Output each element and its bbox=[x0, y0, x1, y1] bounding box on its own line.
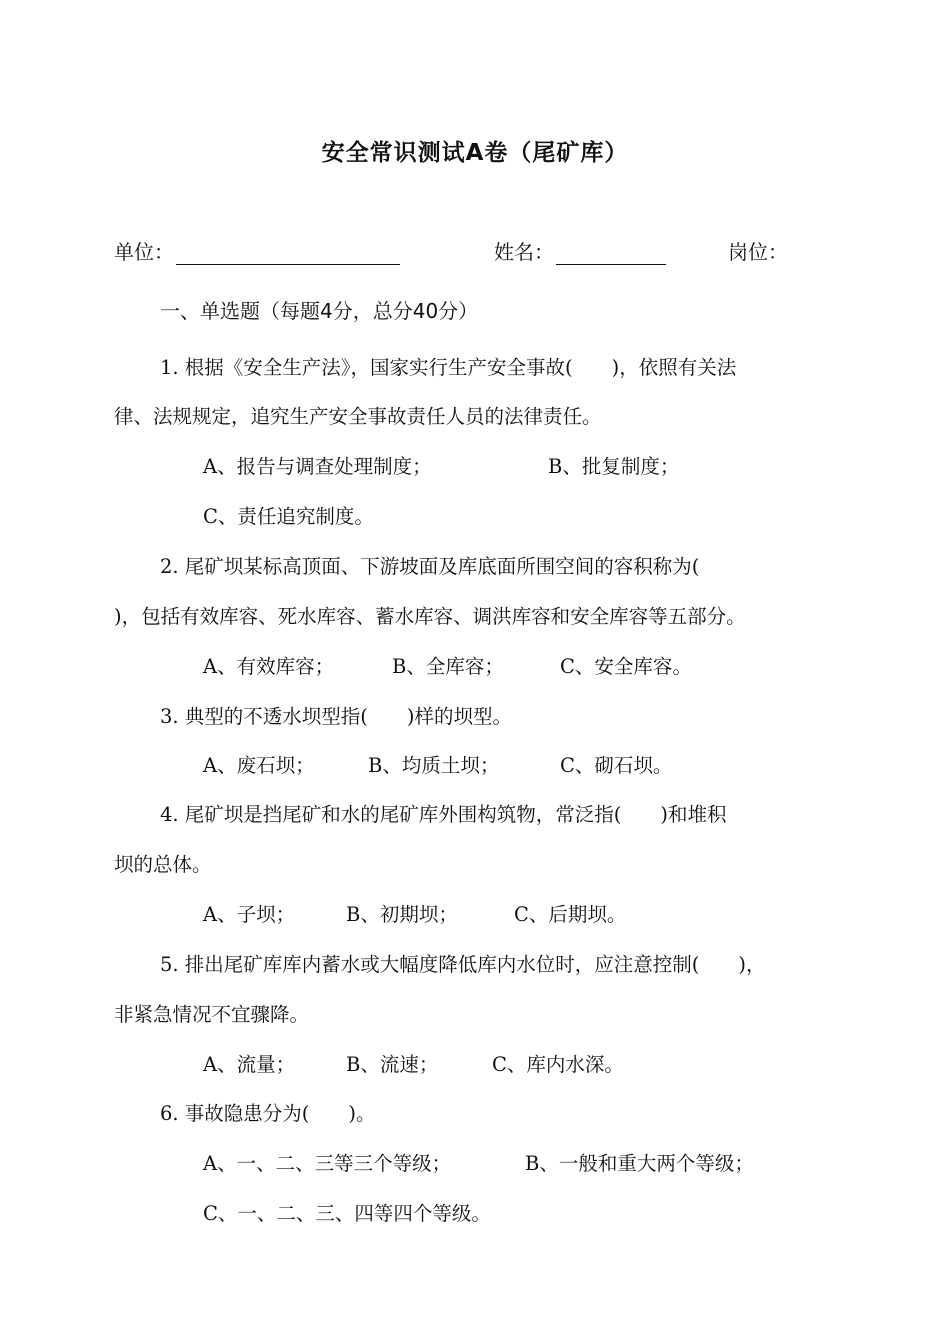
unit-blank[interactable] bbox=[176, 242, 400, 265]
name-field bbox=[494, 236, 666, 265]
name-label: 姓名： bbox=[494, 240, 554, 264]
question-2-option-b[interactable]: B、全库容； bbox=[392, 655, 504, 678]
question-5-line-1: 5. 排出尾矿库库内蓄水或大幅度降低库内水位时，应注意控制( )， bbox=[160, 953, 766, 976]
question-2-line-1: 2. 尾矿坝某标高顶面、下游坡面及库底面所围空间的容积称为( bbox=[160, 555, 700, 578]
question-5-option-a[interactable]: A、流量； bbox=[203, 1053, 296, 1076]
question-4-line-2: 坝的总体。 bbox=[114, 853, 212, 876]
question-5-option-b[interactable]: B、流速； bbox=[346, 1053, 439, 1076]
question-3-option-a[interactable]: A、废石坝； bbox=[203, 754, 315, 777]
unit-field bbox=[114, 236, 400, 265]
question-4-option-c[interactable]: C、后期坝。 bbox=[514, 903, 627, 926]
page-title: 安全常识测试A卷（尾矿库） bbox=[321, 140, 629, 166]
post-field bbox=[728, 236, 788, 265]
unit-label: 单位： bbox=[114, 240, 174, 264]
question-2-line-2: )，包括有效库容、死水库容、蓄水库容、调洪库容和安全库容等五部分。 bbox=[114, 605, 746, 628]
question-4-option-a[interactable]: A、子坝； bbox=[203, 903, 296, 926]
question-3-option-c[interactable]: C、砌石坝。 bbox=[560, 754, 673, 777]
question-6-option-c[interactable]: C、一、二、三、四等四个等级。 bbox=[203, 1202, 491, 1225]
question-1-option-b[interactable]: B、批复制度； bbox=[548, 455, 680, 478]
question-6-option-a[interactable]: A、一、二、三等三个等级； bbox=[203, 1152, 452, 1175]
question-6-line-1: 6. 事故隐患分为( )。 bbox=[160, 1102, 376, 1125]
question-4-option-b[interactable]: B、初期坝； bbox=[346, 903, 458, 926]
question-2-option-c[interactable]: C、安全库容。 bbox=[560, 655, 692, 678]
question-1-line-2: 律、法规规定，追究生产安全事故责任人员的法律责任。 bbox=[114, 405, 602, 428]
question-3-option-b[interactable]: B、均质土坝； bbox=[368, 754, 500, 777]
question-6-option-b[interactable]: B、一般和重大两个等级； bbox=[525, 1152, 754, 1175]
section-heading: 一、单选题（每题4分，总分40分） bbox=[160, 299, 479, 323]
question-1-option-a[interactable]: A、报告与调查处理制度； bbox=[203, 455, 432, 478]
question-4-line-1: 4. 尾矿坝是挡尾矿和水的尾矿库外围构筑物，常泛指( )和堆积 bbox=[160, 803, 727, 826]
question-5-option-c[interactable]: C、库内水深。 bbox=[492, 1053, 624, 1076]
name-blank[interactable] bbox=[556, 242, 666, 265]
post-label: 岗位： bbox=[728, 240, 788, 264]
question-2-option-a[interactable]: A、有效库容； bbox=[203, 655, 335, 678]
question-3-line-1: 3. 典型的不透水坝型指( )样的坝型。 bbox=[160, 705, 513, 728]
question-1-line-1: 1. 根据《安全生产法》，国家实行生产安全事故( )，依照有关法 bbox=[160, 356, 737, 379]
question-5-line-2: 非紧急情况不宜骤降。 bbox=[114, 1003, 310, 1026]
question-1-option-c[interactable]: C、责任追究制度。 bbox=[203, 505, 374, 528]
